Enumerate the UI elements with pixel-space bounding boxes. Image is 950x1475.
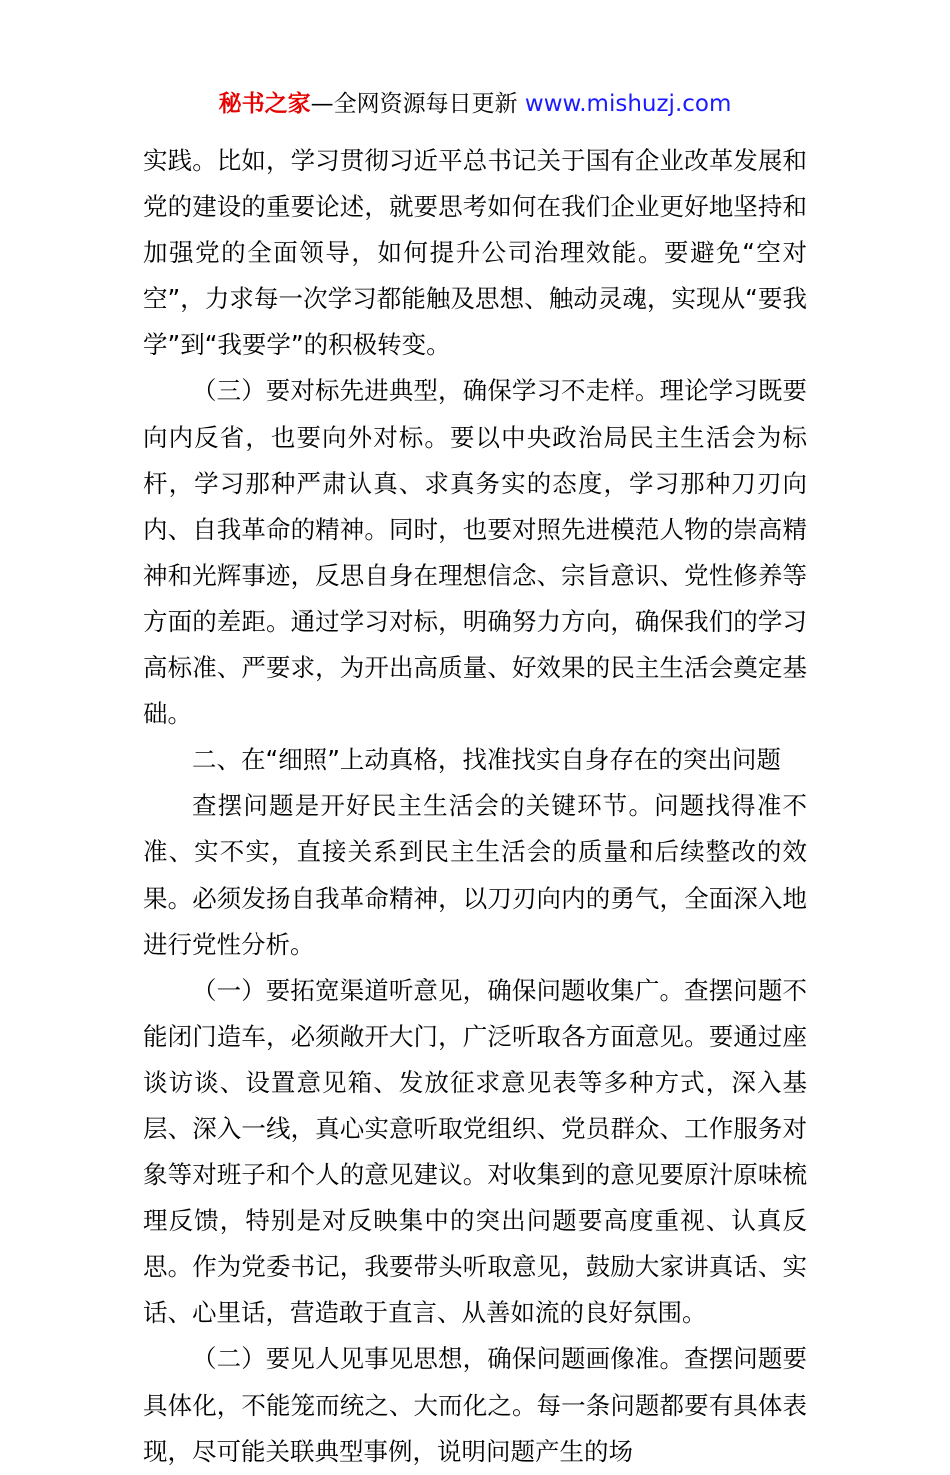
paragraph-subsection-two: （二）要见人见事见思想，确保问题画像准。查摆问题要具体化，不能笼而统之、大而化之。每一条问题都要有具体表现，尽可能关联典型事例，说明问题产生的场 [143, 1344, 807, 1466]
section-heading-two: 二、在“细照”上动真格，找准找实自身存在的突出问题 [192, 745, 781, 775]
header-tagline: —全网资源每日更新 [310, 91, 518, 117]
brand-name: 秘书之家 [218, 91, 311, 117]
document-body [143, 138, 807, 1475]
site-header [0, 86, 950, 122]
paragraph-subsection-one: （一）要拓宽渠道听意见，确保问题收集广。查摆问题不能闭门造车，必须敞开大门，广泛听取各方面意见。要通过座谈访谈、设置意见箱、发放征求意见表等多种方式，深入基层、深入一线，真心实意听取党组织、党员群众、工作服务对象等对班子和个人的意见建议。对收集到的意见要原汁原味梳理反馈，特别是对反映集中的突出问题要高度重视、认真反思。作为党委书记，我要带头听取意见，鼓励大家讲真话、实话、心里话，营造敢于直言、从善如流的良好氛围。 [143, 975, 807, 1328]
paragraph-intro: 查摆问题是开好民主生活会的关键环节。问题找得准不准、实不实，直接关系到民主生活会的质量和后续整改的效果。必须发扬自我革命精神，以刀刃向内的勇气，全面深入地进行党性分析。 [143, 791, 807, 959]
paragraph-continuation: 实践。比如，学习贯彻习近平总书记关于国有企业改革发展和党的建设的重要论述，就要思考如何在我们企业更好地坚持和加强党的全面领导，如何提升公司治理效能。要避免“空对空”，力求每一次学习都能触及思想、触动灵魂，实现从“要我学”到“我要学”的积极转变。 [143, 146, 807, 360]
paragraph-section-three: （三）要对标先进典型，确保学习不走样。理论学习既要向内反省，也要向外对标。要以中央政治局民主生活会为标杆，学习那种严肃认真、求真务实的态度，学习那种刀刃向内、自我革命的精神。同时，也要对照先进模范人物的崇高精神和光辉事迹，反思自身在理想信念、宗旨意识、党性修养等方面的差距。通过学习对标，明确努力方向，确保我们的学习高标准、严要求，为开出高质量、好效果的民主生活会奠定基础。 [143, 376, 807, 729]
site-url-link[interactable]: www.mishuzj.com [524, 91, 732, 117]
